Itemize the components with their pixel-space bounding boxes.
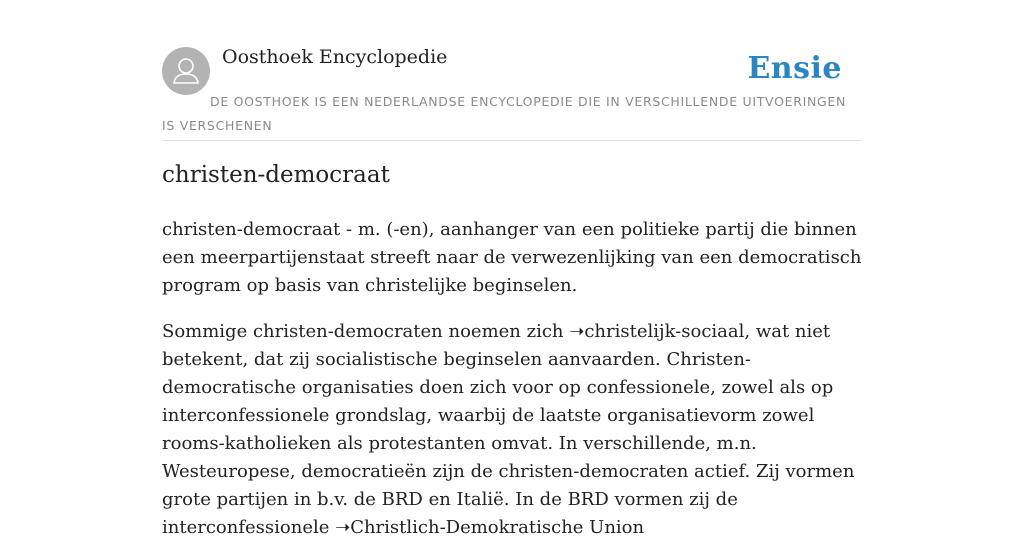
article-paragraph: Sommige christen-democraten noemen zich ➝christelijk-sociaal, wat niet betekent, dat zij socialistische beginselen aanvaarden. Christen-democratische organisaties doen zich voor op confessionele, zowel als op interconfessionele grondslag, waarbij de laatste organisatievorm zowel rooms-katholieken als protestanten omvat. In verschillende, m.n. Westeuropese, democratieën zijn de christen-democraten actief. Zij vormen grote partijen in b.v. de BRD en Italië. In de BRD vormen zij de interconfessionele ➝Christlich-Demokratische Union: [162, 321, 855, 538]
article-paragraph: christen-democraat - m. (-en), aanhanger van een politieke partij die binnen een meerpartijenstaat streeft naar de verwezenlijking van een democratisch program op basis van christelijke beginselen.: [162, 219, 862, 296]
page: [162, 0, 862, 538]
article-title: christen-democraat: [162, 162, 390, 188]
article-body: [162, 216, 862, 560]
site-tagline: DE OOSTHOEK IS EEN NEDERLANDSE ENCYCLOPEDIE DIE IN VERSCHILLENDE UITVOERINGEN IS VERSCHENEN: [162, 94, 847, 133]
brand-logo[interactable]: Ensie: [747, 51, 842, 86]
user-silhouette-icon: [162, 47, 210, 95]
site-header: [162, 0, 862, 141]
site-name[interactable]: Oosthoek Encyclopedie: [222, 46, 448, 68]
avatar[interactable]: [162, 47, 210, 95]
